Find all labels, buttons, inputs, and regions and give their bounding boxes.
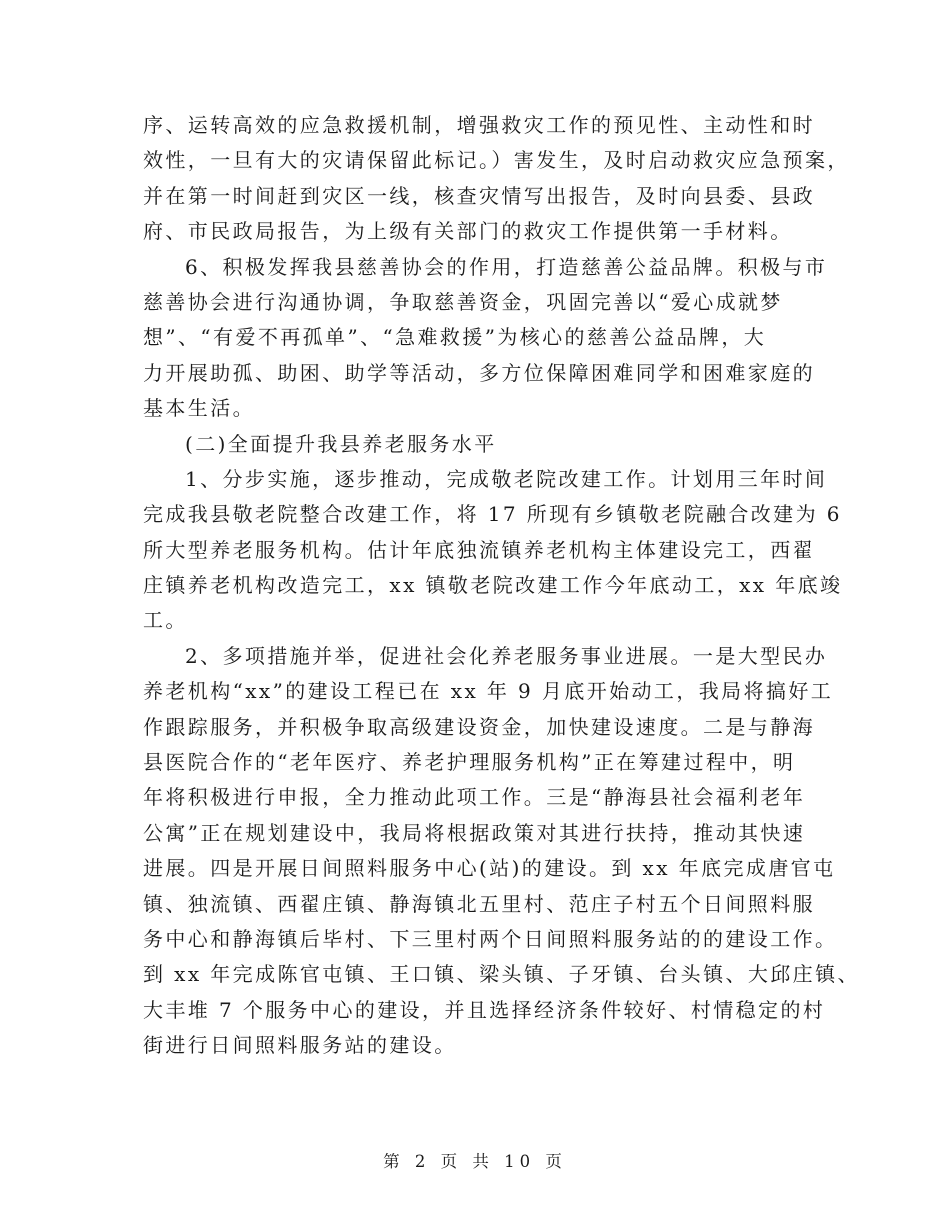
paragraph-start-line: 2、多项措施并举，促进社会化养老服务事业进展。一是大型民办: [185, 643, 828, 668]
page-number-footer: 第 2 页 共 10 页: [383, 1152, 567, 1171]
document-body: [143, 108, 860, 1064]
text-line: 养老机构“xx”的建设工程已在 xx 年 9 月底开始动工，我局将搞好工: [143, 679, 834, 704]
text-line: 完成我县敬老院整合改建工作，将 17 所现有乡镇敬老院融合改建为 6: [143, 502, 842, 527]
text-line: 慈善协会进行沟通协调，争取慈善资金，巩固完善以“爱心成就梦: [143, 289, 783, 314]
text-line: 并在第一时间赶到灾区一线，核查灾情写出报告，及时向县委、县政: [143, 183, 815, 208]
text-line: 大丰堆 7 个服务中心的建设，并且选择经济条件较好、村情稳定的村: [143, 997, 826, 1022]
text-line: 想”、“有爱不再孤单”、“急难救援”为核心的慈善公益品牌，大: [143, 325, 767, 350]
section-heading: (二)全面提升我县养老服务水平: [185, 431, 497, 456]
text-line: 进展。四是开展日间照料服务中心(站)的建设。到 xx 年底完成唐官屯: [143, 856, 836, 881]
text-line: 效性，一旦有大的灾请保留此标记。）害发生，及时启动救灾应急预案，: [143, 148, 850, 173]
paragraph-start-line: 6、积极发挥我县慈善协会的作用，打造慈善公益品牌。积极与市: [185, 254, 828, 279]
text-line: 庄镇养老机构改造完工，xx 镇敬老院改建工作今年底动工，xx 年底竣: [143, 573, 843, 598]
text-line: 公寓”正在规划建设中，我局将根据政策对其进行扶持，推动其快速: [143, 820, 806, 845]
text-line: 作跟踪服务，并积极争取高级建设资金，加快建设速度。二是与静海: [143, 714, 815, 739]
text-line: 年将积极进行申报，全力推动此项工作。三是“静海县社会福利老年: [143, 785, 806, 810]
text-line: 到 xx 年完成陈官屯镇、王口镇、梁头镇、子牙镇、台头镇、大邱庄镇、: [143, 962, 860, 987]
text-line: 务中心和静海镇后毕村、下三里村两个日间照料服务站的的建设工作。: [143, 926, 838, 951]
text-line: 工。: [143, 608, 188, 633]
text-line: 所大型养老服务机构。估计年底独流镇养老机构主体建设完工，西翟: [143, 537, 815, 562]
text-line: 镇、独流镇、西翟庄镇、静海镇北五里村、范庄子村五个日间照料服: [143, 891, 815, 916]
text-line: 力开展助孤、助困、助学等活动，多方位保障困难同学和困难家庭的: [143, 360, 815, 385]
text-line: 县医院合作的“老年医疗、养老护理服务机构”正在筹建过程中，明: [143, 750, 796, 775]
paragraph-start-line: 1、分步实施，逐步推动，完成敬老院改建工作。计划用三年时间: [185, 466, 828, 491]
text-line: 基本生活。: [143, 396, 255, 421]
text-line: 街进行日间照料服务站的建设。: [143, 1033, 457, 1058]
text-line: 府、市民政局报告，为上级有关部门的救灾工作提供第一手材料。: [143, 219, 793, 244]
text-line: 序、运转高效的应急救援机制，增强救灾工作的预见性、主动性和时: [143, 113, 815, 137]
